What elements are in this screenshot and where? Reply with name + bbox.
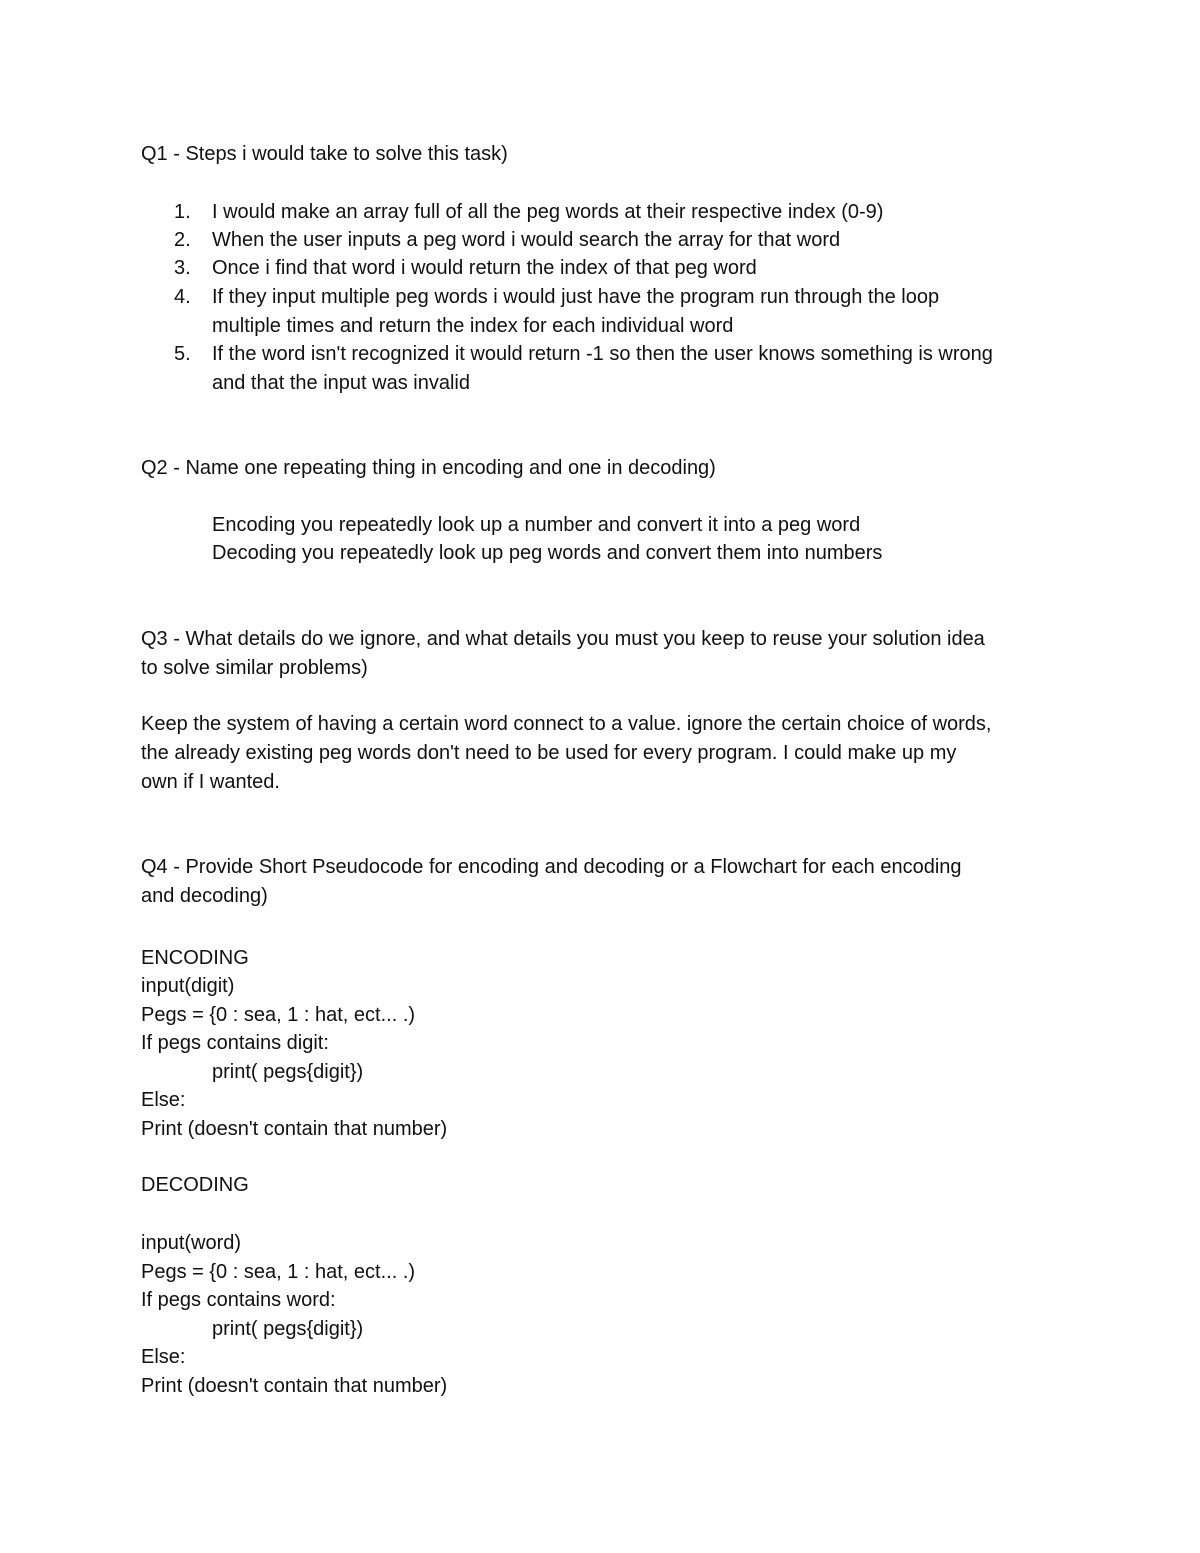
- code-line: input(digit): [141, 975, 235, 997]
- q3-answer: Keep the system of having a certain word connect to a value. ignore the certain choice of words,: [141, 713, 992, 735]
- q3-heading: Q3 - What details do we ignore, and what details you must you keep to reuse your solution idea: [141, 628, 985, 650]
- list-item-number: 2.: [174, 229, 191, 251]
- q3-answer: own if I wanted.: [141, 771, 280, 793]
- code-line: Pegs = {0 : sea, 1 : hat, ect... .): [141, 1004, 416, 1026]
- q3-answer: the already existing peg words don't need to be used for every program. I could make up my: [141, 742, 957, 764]
- encoding-title: ENCODING: [141, 947, 249, 969]
- list-item-number: 5.: [174, 343, 191, 365]
- q2-heading: Q2 - Name one repeating thing in encoding and one in decoding): [141, 457, 716, 479]
- code-line: print( pegs{digit}): [212, 1318, 364, 1340]
- list-item-number: 4.: [174, 286, 191, 308]
- list-item-number: 3.: [174, 257, 191, 279]
- list-item-text: I would make an array full of all the peg words at their respective index (0-9): [212, 201, 884, 223]
- q3-heading: to solve similar problems): [141, 657, 368, 679]
- q1-heading: Q1 - Steps i would take to solve this task): [141, 143, 508, 165]
- list-item-number: 1.: [174, 201, 191, 223]
- q2-answer-decoding: Decoding you repeatedly look up peg words and convert them into numbers: [212, 542, 883, 564]
- list-item-text: If the word isn't recognized it would return -1 so then the user knows something is wrong: [212, 343, 993, 365]
- code-line: Print (doesn't contain that number): [141, 1375, 448, 1397]
- q2-answer-encoding: Encoding you repeatedly look up a number and convert it into a peg word: [212, 514, 861, 536]
- q4-heading: Q4 - Provide Short Pseudocode for encoding and decoding or a Flowchart for each encoding: [141, 856, 962, 878]
- code-line: input(word): [141, 1232, 242, 1254]
- q4-heading: and decoding): [141, 885, 268, 907]
- decoding-title: DECODING: [141, 1174, 249, 1196]
- list-item-text: When the user inputs a peg word i would search the array for that word: [212, 229, 841, 251]
- code-line: print( pegs{digit}): [212, 1061, 364, 1083]
- list-item-text: Once i find that word i would return the index of that peg word: [212, 257, 757, 279]
- code-line: If pegs contains digit:: [141, 1032, 329, 1054]
- list-item-text: and that the input was invalid: [212, 372, 470, 394]
- code-line: Pegs = {0 : sea, 1 : hat, ect... .): [141, 1261, 416, 1283]
- code-line: Else:: [141, 1089, 186, 1111]
- code-line: If pegs contains word:: [141, 1289, 336, 1311]
- code-line: Print (doesn't contain that number): [141, 1118, 448, 1140]
- list-item-text: multiple times and return the index for each individual word: [212, 315, 734, 337]
- list-item-text: If they input multiple peg words i would just have the program run through the loop: [212, 286, 940, 308]
- code-line: Else:: [141, 1346, 186, 1368]
